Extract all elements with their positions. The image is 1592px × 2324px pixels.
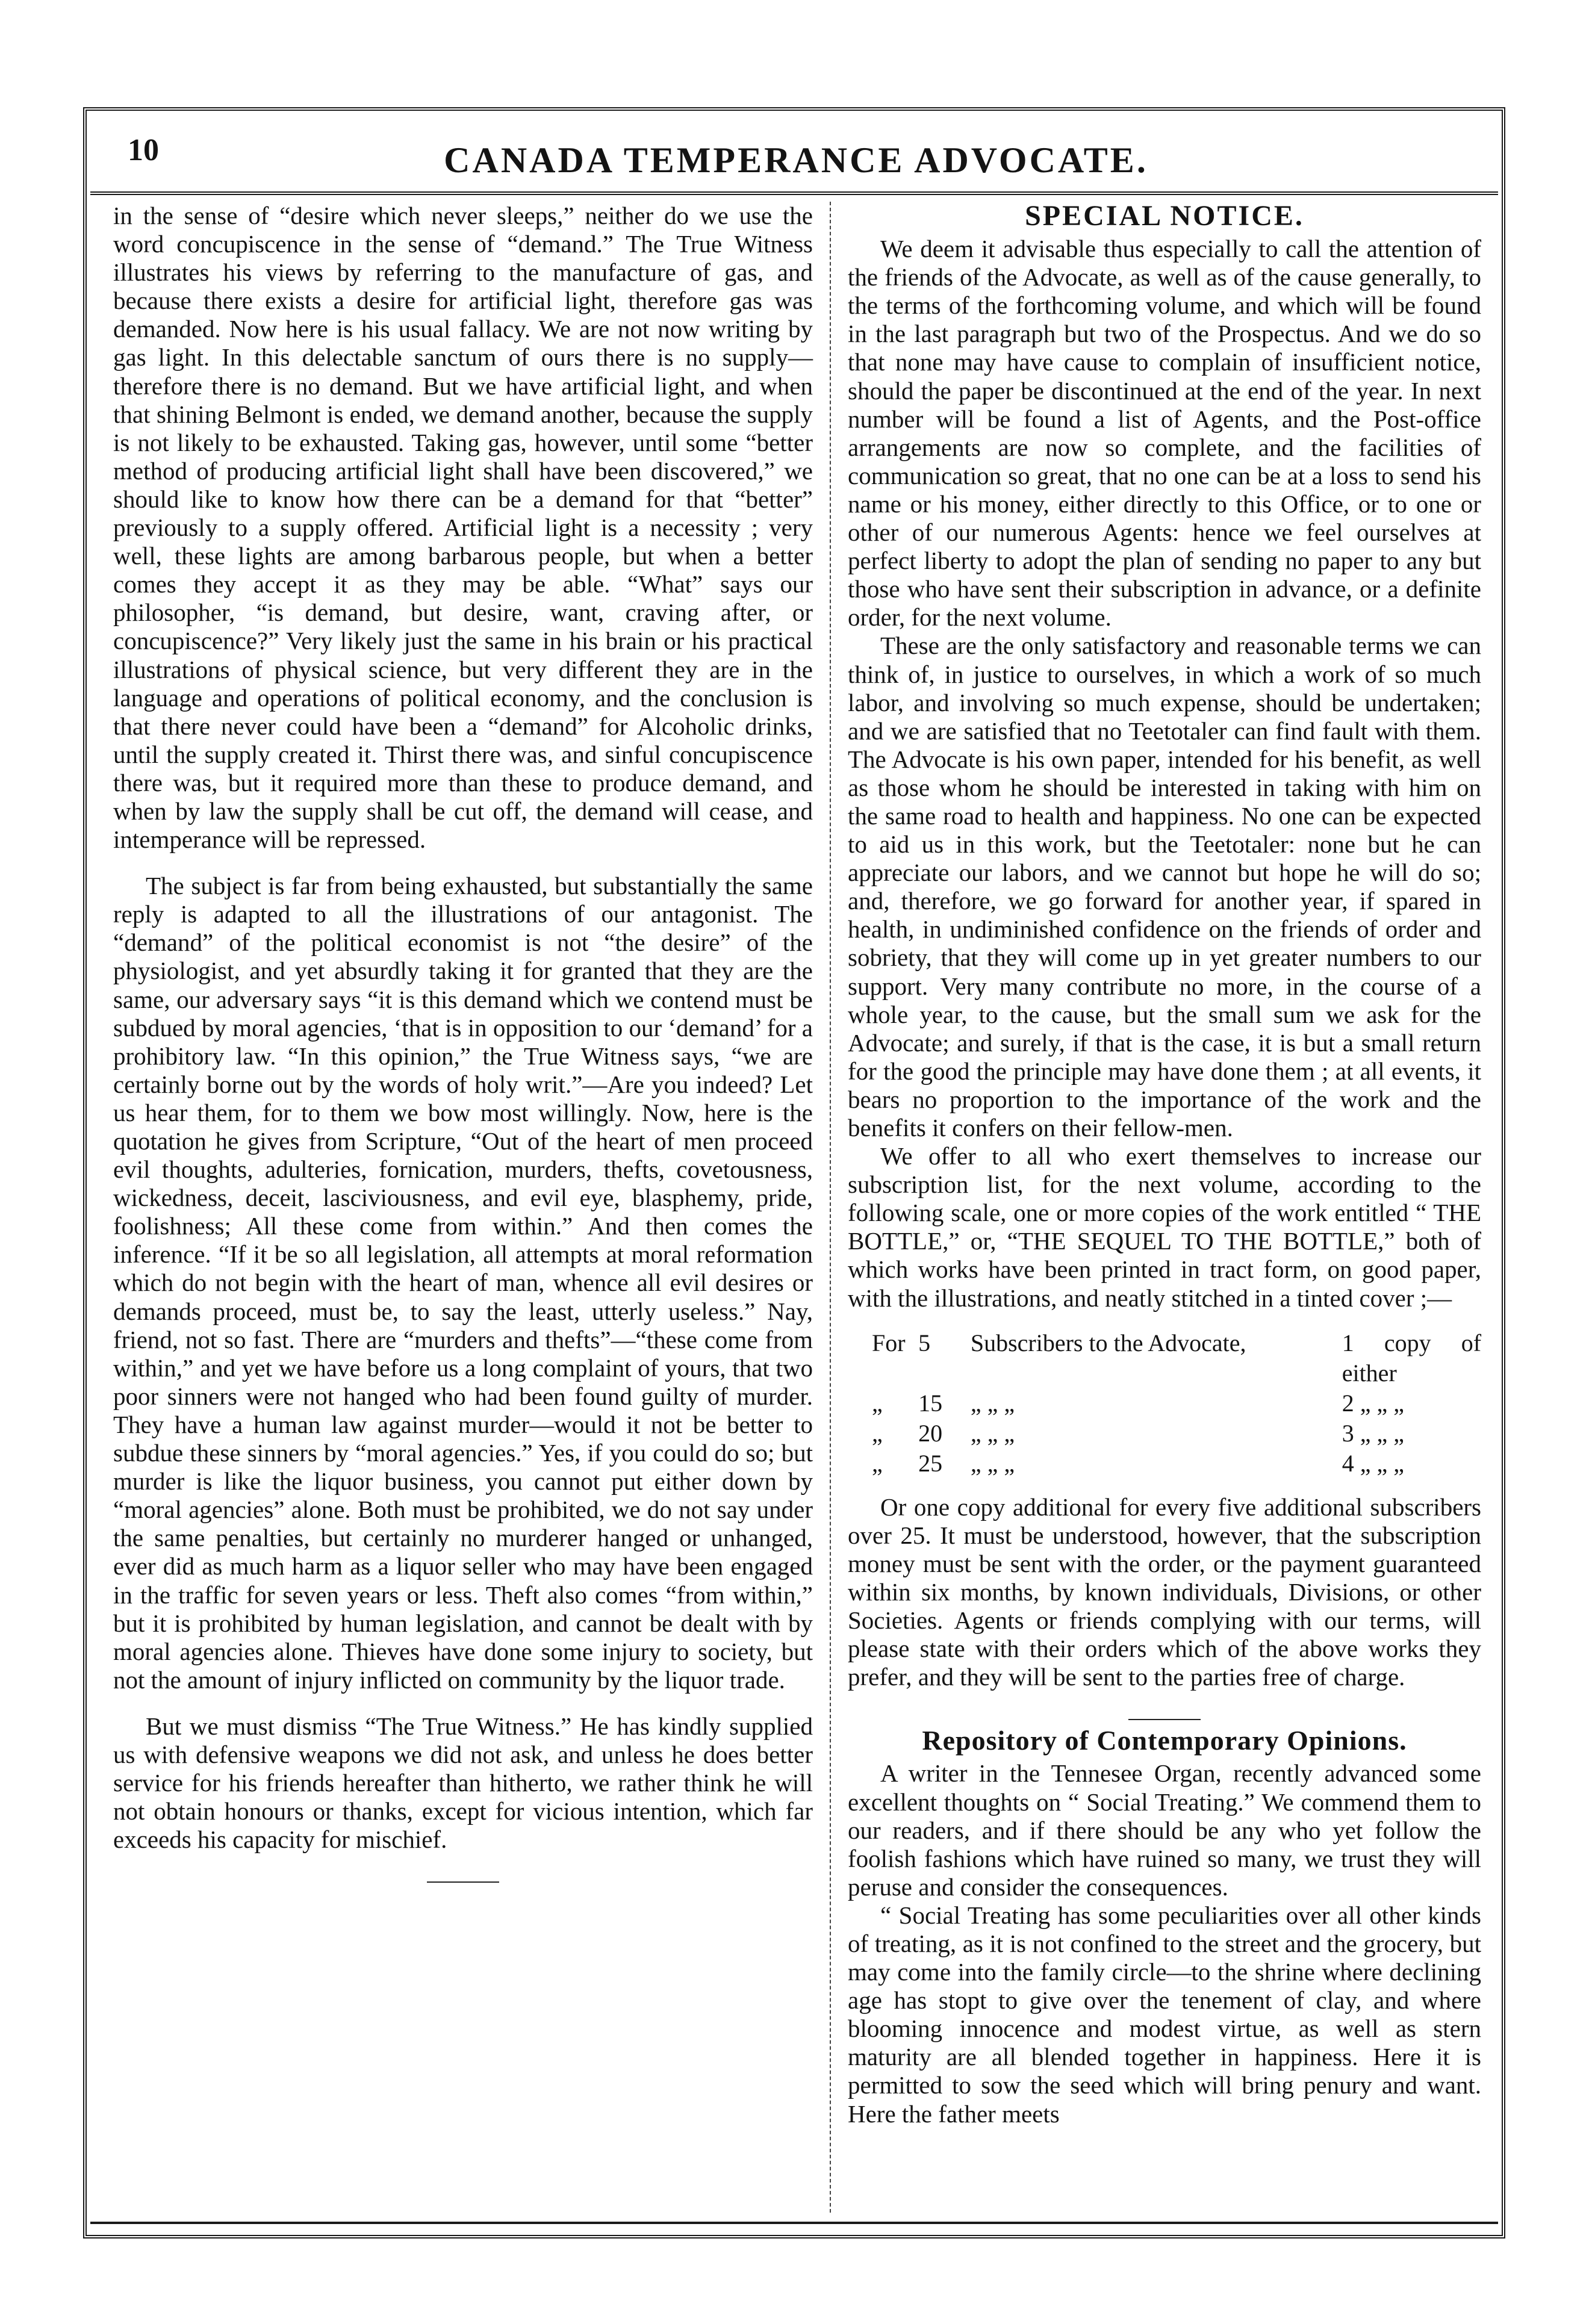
scale-row	[872, 1388, 1481, 1418]
scale-row	[872, 1328, 1481, 1388]
repository-paragraph: A writer in the Tennesee Organ, recently advanced some excellent thoughts on “ Social Treating.” We commend them to our readers, and if there should be any who yet follow the foolish fashions which have ruined so many, we trust they will peruse and consider the consequences.	[848, 1759, 1481, 1901]
scale-cell: Subscribers to the Advocate,	[970, 1329, 1246, 1356]
page-number: 10	[128, 133, 159, 167]
scale-cell: 4 „ „ „	[1342, 1449, 1404, 1477]
scale-cell: „	[872, 1419, 883, 1447]
scale-cell: For	[872, 1329, 906, 1356]
scale-cell: 2 „ „ „	[1342, 1389, 1404, 1417]
notice-paragraph: Or one copy additional for every five additional subscribers over 25. It must be understood, however, that the subscription money must be sent with the order, or the payment guaranteed within six months, by known individuals, Divisions, or other Societies. Agents or friends complying with our terms, will please state with their orders which of the above works they prefer, and they will be sent to the parties free of charge.	[848, 1493, 1481, 1691]
scale-cell: 15	[918, 1389, 943, 1417]
section-rule	[1128, 1719, 1201, 1720]
scale-cell: „ „ „	[970, 1419, 1015, 1447]
section-end-rule	[427, 1881, 499, 1883]
scale-cell: „	[872, 1389, 883, 1417]
spacer	[113, 1694, 813, 1712]
notice-paragraph: We deem it advisable thus especially to call the attention of the friends of the Advocate, as well as of the cause generally, to the terms of the forthcoming volume, and which will be found in the last paragraph but two of the Prospectus. And we do so that none may have cause to complain of insufficient notice, should the paper be discontinued at the end of the year. In next number will be found a list of Agents, and the Post-office arrangements are now so complete, and the facilities of communication so great, that no one can be at a loss to send his name or his money, either directly to this Office, or to one or other of our numerous Agents: hence we feel ourselves at perfect liberty to adopt the plan of sending no paper to any but those who have sent their subscription in advance, or a definite order, for the next volume.	[848, 235, 1481, 632]
column-divider	[830, 202, 831, 2213]
left-column	[113, 202, 813, 1883]
right-column	[848, 202, 1481, 2128]
scale-cell: 1 copy of either	[1342, 1329, 1482, 1387]
scale-cell: 5	[918, 1329, 931, 1356]
repository-heading: Repository of Contemporary Opinions.	[922, 1725, 1407, 1756]
scale-row	[872, 1418, 1481, 1449]
scale-row	[872, 1449, 1481, 1479]
scale-cell: 20	[918, 1419, 943, 1447]
article-paragraph: But we must dismiss “The True Witness.” He has kindly supplied us with defensive weapons we did not ask, and unless he does better service for his friends hereafter than hitherto, we rather think he will not obtain honours or thanks, except for vicious intention, which far exceeds his capacity for mischief.	[113, 1712, 813, 1854]
spacer	[113, 854, 813, 872]
notice-paragraph: We offer to all who exert themselves to increase our subscription list, for the next volume, according to the following scale, one or more copies of the work entitled “ THE BOTTLE,” or, “THE SEQUEL TO THE BOTTLE,” both of which works have been printed in tract form, on good paper, with the illustrations, and neatly stitched in a tinted cover ;—	[848, 1142, 1481, 1312]
article-paragraph: in the sense of “desire which never sleeps,” neither do we use the word concupiscence in the sense of “demand.” The True Witness illustrates his views by referring to the manufacture of gas, and because there exists a desire for artificial light, therefore gas was demanded. Now here is his usual fallacy. We are not now writing by gas light. In this delectable sanctum of ours there is no supply—therefore there is no demand. But we have artificial light, and when that shining Belmont is ended, we demand another, because the supply is not likely to be exhausted. Taking gas, however, until some “better method of producing artificial light shall have been discovered,” we should like to know how there can be a demand for that “better” previously to a supply offered. Artificial light is a necessity ; very well, these lights are among barbarous people, but when a better comes they accept it as they may be able. “What” says our philosopher, “is demand, but desire, want, craving after, or concupiscence?” Very likely just the same in his brain or his practical illustrations of physical science, but very different they are in the language and operations of political economy, and the conclusion is that there never could have been a “demand” for Alcoholic drinks, until the supply created it. Thirst there was, and sinful concupiscence there was, but it required more than these to produce demand, and when by law the supply shall be cut off, the demand will cease, and intemperance will be repressed.	[113, 202, 813, 854]
notice-paragraph: These are the only satisfactory and reasonable terms we can think of, in justice to ourselves, in which a work of so much labor, and involving so much expense, should be undertaken; and we are satisfied that no Teetotaler can find fault with them. The Advocate is his own paper, intended for his benefit, as well as those whom he should be interested in taking with him on the same road to health and happiness. No one can be expected to aid us in this work, but the Teetotaler: none but he can appreciate our labors, and we cannot but hope he will do so; and, therefore, we go forward for another year, if spared in health, in undiminished confidence on the friends of order and sobriety, that they will come up in yet greater numbers to our support. Very many contribute no more, in the course of a whole year, to the cause, but the small sum we ask for the Advocate; and surely, if that is the case, it is but a small return for the good the principle may have done them ; at all events, it bears no proportion to the importance of the work and the benefits it confers on their fellow-men.	[848, 632, 1481, 1142]
scale-cell: „	[872, 1449, 883, 1477]
article-paragraph: The subject is far from being exhausted, but substantially the same reply is adapted to all the illustrations of our antagonist. The “demand” of the political economist is not “the desire” of the physiologist, and yet absurdly taking it for granted that they are the same, our adversary says “it is this demand which we contend must be subdued by moral agencies, ‘that is in opposition to our ‘demand’ for a prohibitory law. “In this opinion,” the True Witness says, “we are certainly borne out by the words of holy writ.”—Are you indeed? Let us hear them, for to them we bow most willingly. Now, here is the quotation he gives from Scripture, “Out of the heart of men proceed evil thoughts, adulteries, fornication, murders, thefts, covetousness, wickedness, deceit, lasciviousness, and evil eye, blasphemy, pride, foolishness; All these come from within.” And then comes the inference. “If it be so all legislation, all attempts at moral reformation which do not begin with the heart of man, whence all evil desires or demands proceed, must be, to say the least, utterly useless.” Nay, friend, not so fast. There are “murders and thefts”—“these come from within,” and yet we have before us a long complaint of yours, that two poor sinners were not hanged who had been found guilty of murder. They have a human law against murder—would it not be better to subdue these sinners by “moral agencies.” Yes, if you could do so; but murder is like the liquor business, you cannot put either down by “moral agencies” alone. Both must be prohibited, we do not say under the same penalties, but certainly no murderer hanged or unhanged, ever did as much harm as a liquor seller who may have been engaged in the traffic for seven years or less. Theft also comes “from within,” but it is prohibited by human legislation, and cannot be dealt with by moral agencies alone. Thieves have done some injury to society, but not the amount of injury inflicted on community by the liquor trade.	[113, 872, 813, 1694]
special-notice-heading: SPECIAL NOTICE.	[1025, 200, 1304, 232]
scale-cell: 3 „ „ „	[1342, 1419, 1404, 1447]
footer-rule	[90, 2222, 1498, 2224]
header-rule	[90, 191, 1498, 195]
scale-cell: „ „ „	[970, 1389, 1015, 1417]
scale-cell: „ „ „	[970, 1449, 1015, 1477]
scale-cell: 25	[918, 1449, 943, 1477]
repository-paragraph: “ Social Treating has some peculiarities over all other kinds of treating, as it is not confined to the street and the grocery, but may come into the family circle—to the shrine where declining age has stopt to give over the tenement of clay, and where blooming innocence and modest virtue, as well as stern maturity are all blended together in happiness. Here it is permitted to sow the seed which will bring penury and want. Here the father meets	[848, 1901, 1481, 2128]
subscription-scale	[872, 1328, 1481, 1479]
masthead-title: CANADA TEMPERANCE ADVOCATE.	[444, 140, 1148, 180]
